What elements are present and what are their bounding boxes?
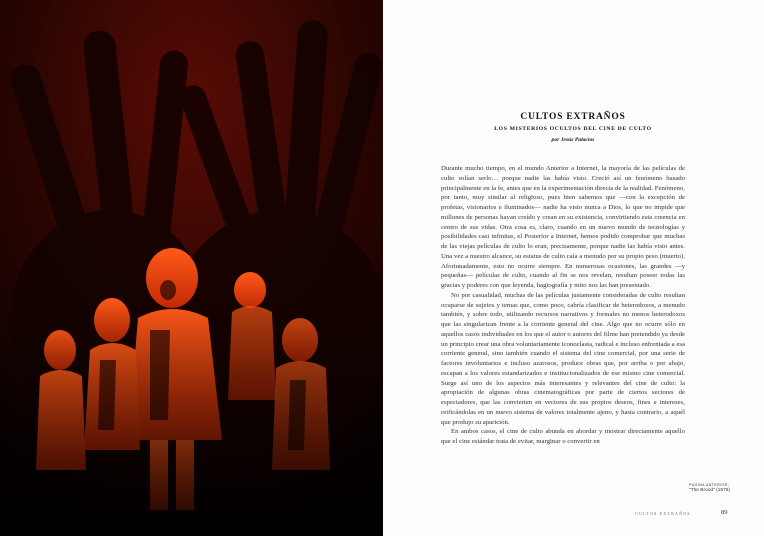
running-head: CULTOS EXTRAÑOS [635, 511, 691, 516]
body-paragraph: En ambos casos, el cine de culto abunda en abordar y mostrar directamente aquello que el cine estándar trata de evitar, marginar o convertir en [441, 428, 685, 445]
body-paragraph: Durante mucho tiempo, en el mundo Anterior a Internet, la mayoría de las películas de culto solían serlo… porque nadie las había visto. Creció así un fenómeno basado principalmente en la fe, antes que en la experimentación directa de la realidad. Fenómeno, por tanto, muy similar al religioso, pues bien sabemos que —con la excepción de profetas, visionarios e iluminados— nadie ha visto nunca a Dios, lo que no impide que millones de personas hayan creído y crean en su existencia, convirtiendo esta creencia en centro de sus vidas. Otra cosa es, claro, cuando en un nuevo mundo de tecnologías y posibilidades casi infinitas, el Posterior a Internet, hemos podido comprobar que muchas de las viejas películas de culto lo eran, precisamente, porque nadie las había visto antes. Una vez a nuestro alcance, su estatus de culto caía a menudo por su propio peso (muerto). Afortunadamente, esto no ocurre siempre. En numerosas ocasiones, las grandes —y pequeñas— películas de culto, cuando al fin se nos revelan, resultan poseer todas las gracias y poderes con que leyenda, hagiografía y mito nos las han presentado. [441, 165, 685, 289]
photo-caption [689, 483, 759, 493]
article-byline: por Jesús Palacios [551, 137, 595, 143]
caption-kicker: PÁGINA ANTERIOR: [689, 483, 730, 487]
caption-title: "The Brood" (1979) [689, 488, 731, 493]
article-page [383, 0, 764, 536]
article-title: CULTOS EXTRAÑOS [520, 112, 626, 122]
page-number: 89 [721, 509, 728, 516]
article-subtitle: LOS MISTERIOS OCULTOS DEL CINE DE CULTO [494, 126, 652, 132]
article-body [441, 164, 685, 447]
body-paragraph: No por casualidad, muchas de las películas justamente consideradas de culto resultan ocuparse de sujetos y temas que, como poco, cabría clasificar de heterodoxos, a menudo también, y sobre todo, utilizando recursos narrativos y formales no menos heterodoxos que las singularizan frente a la corriente general del cine. Algo que no ocurre sólo en aquellos casos individuales en los que el autor o autores del filme han pretendido ya desde un principio crear una obra voluntariamente iconoclasta, radical e incluso enfrentada a esa corriente general, sino también cuando el sistema del cine comercial, por una serie de factores involuntarios e incluso azarosos, produce obras que, por arriba o por abajo, escapan a los valores estandarizados e institucionalizados de ese mismo cine comercial. Surge así uno de los aspectos más interesantes y relevantes del cine de culto: la apropiación de algunas obras cinematográficas por parte de ciertos sectores de espectadores, que las convierten en vectores de sus propios deseos, fines e intereses, reificándolas en un nuevo sistema de valores totalmente ajeno, y hasta contrario, a aquél que produjo su aparición. [441, 291, 685, 426]
